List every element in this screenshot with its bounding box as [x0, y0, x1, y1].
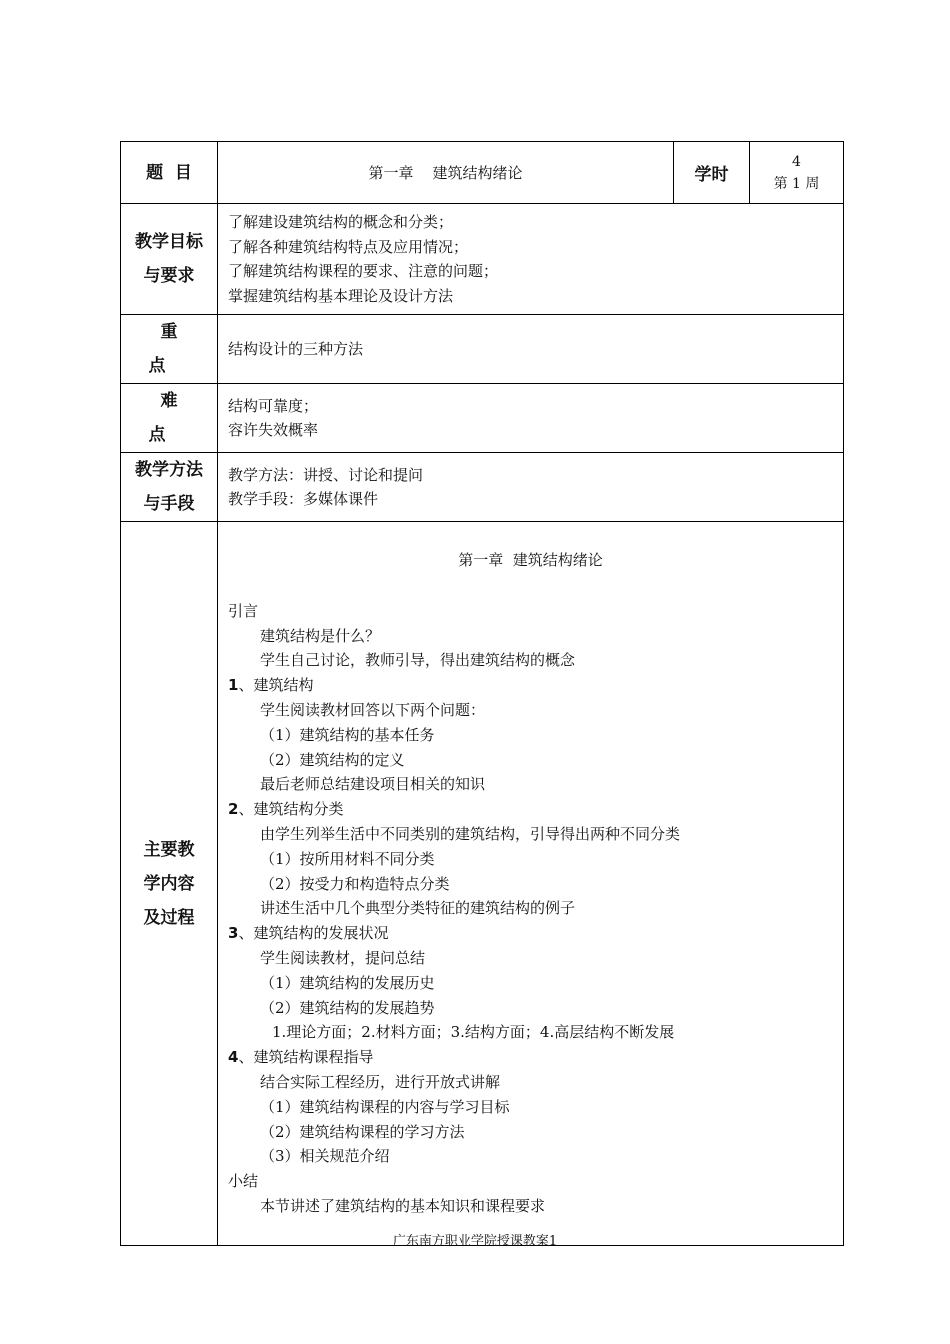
methods-row — [121, 453, 844, 522]
topic-row — [121, 142, 844, 204]
hours-value: 4 — [792, 153, 801, 170]
topic-value: 第一章 建筑结构绪论 — [218, 142, 674, 204]
main-content — [218, 522, 844, 1246]
objective-item: 掌握建筑结构基本理论及设计方法 — [228, 286, 454, 305]
topic-label: 题 目 — [121, 142, 218, 204]
section-3-subline: 1.理论方面；2.材料方面；3.结构方面；4.高层结构不断发展 — [272, 1023, 675, 1042]
section-2-number: 2 — [228, 800, 239, 819]
section-4-line: 结合实际工程经历，进行开放式讲解 — [260, 1072, 501, 1091]
section-2-line: 由学生列举生活中不同类别的建筑结构，引导得出两种不同分类 — [260, 824, 681, 843]
summary-line: 本节讲述了建筑结构的基本知识和课程要求 — [260, 1196, 546, 1215]
section-3-line: （2）建筑结构的发展趋势 — [260, 998, 435, 1017]
main-label-line2: 学内容 — [143, 873, 195, 894]
intro-line: 建筑结构是什么？ — [260, 626, 381, 645]
method-item: 教学手段：多媒体课件 — [228, 490, 379, 508]
hours-cell — [750, 142, 844, 204]
difficulty-item: 结构可靠度； — [228, 396, 319, 415]
hours-label: 学时 — [674, 142, 750, 204]
intro-line: 学生自己讨论，教师引导，得出建筑结构的概念 — [260, 651, 576, 670]
section-4-line: （3）相关规范介绍 — [260, 1147, 390, 1166]
section-1-heading — [228, 673, 833, 698]
difficulty-item: 容许失效概率 — [228, 421, 319, 439]
main-label — [121, 522, 218, 1246]
section-4-line: （2）建筑结构课程的学习方法 — [260, 1122, 465, 1141]
section-3-line: 学生阅读教材，提问总结 — [260, 948, 426, 967]
methods-label-line1: 教学方法 — [135, 460, 203, 480]
difficulties-label: 难点 — [121, 384, 218, 453]
objectives-content — [218, 204, 844, 315]
methods-label-line2: 与手段 — [143, 494, 195, 514]
objective-item: 了解各种建筑结构特点及应用情况； — [228, 237, 469, 256]
section-4-title: 、建筑结构课程指导 — [238, 1048, 374, 1067]
chapter-heading: 第一章 建筑结构绪论 — [458, 551, 603, 569]
week-value: 第 1 周 — [773, 175, 820, 192]
section-1-line: （2）建筑结构的定义 — [260, 750, 405, 769]
intro-heading: 引言 — [228, 601, 259, 620]
page-footer: 广东南方职业学院授课教案1 — [392, 1234, 558, 1249]
section-2-heading — [228, 797, 833, 822]
key-points-content — [218, 315, 844, 384]
section-1-line: 最后老师总结建设项目相关的知识 — [260, 775, 486, 794]
section-1-number: 1 — [228, 676, 239, 695]
objective-item: 了解建筑结构课程的要求、注意的问题； — [228, 262, 499, 280]
key-point-item: 结构设计的三种方法 — [228, 339, 364, 358]
objectives-row — [121, 204, 844, 315]
section-1-line: （1）建筑结构的基本任务 — [260, 725, 435, 744]
section-1-title: 、建筑结构 — [238, 676, 314, 695]
difficulties-row — [121, 384, 844, 453]
key-points-row — [121, 315, 844, 384]
section-2-title: 、建筑结构分类 — [238, 800, 344, 819]
objectives-label-line2: 与要求 — [143, 266, 195, 286]
main-label-line3: 及过程 — [143, 907, 195, 928]
summary-heading: 小结 — [228, 1172, 259, 1191]
objectives-label — [121, 204, 218, 315]
section-3-title: 、建筑结构的发展状况 — [238, 924, 389, 943]
section-1-line: 学生阅读教材回答以下两个问题： — [260, 700, 486, 719]
difficulties-content — [218, 384, 844, 453]
methods-label — [121, 453, 218, 522]
method-item: 教学方法：讲授、讨论和提问 — [228, 465, 424, 484]
section-2-line: （1）按所用材料不同分类 — [260, 849, 435, 868]
section-3-line: （1）建筑结构的发展历史 — [260, 973, 435, 992]
objective-item: 了解建设建筑结构的概念和分类； — [228, 213, 454, 231]
section-4-line: （1）建筑结构课程的内容与学习目标 — [260, 1097, 510, 1116]
objectives-label-line1: 教学目标 — [135, 232, 203, 252]
section-4-number: 4 — [228, 1048, 239, 1067]
lesson-plan-table — [120, 141, 844, 1246]
section-3-number: 3 — [228, 924, 239, 943]
methods-content — [218, 453, 844, 522]
section-2-line: 讲述生活中几个典型分类特征的建筑结构的例子 — [260, 899, 576, 918]
section-3-heading — [228, 921, 833, 946]
section-4-heading — [228, 1045, 833, 1070]
key-points-label: 重点 — [121, 315, 218, 384]
main-content-row — [121, 522, 844, 1246]
main-label-line1: 主要教 — [143, 839, 195, 860]
section-2-line: （2）按受力和构造特点分类 — [260, 874, 450, 893]
